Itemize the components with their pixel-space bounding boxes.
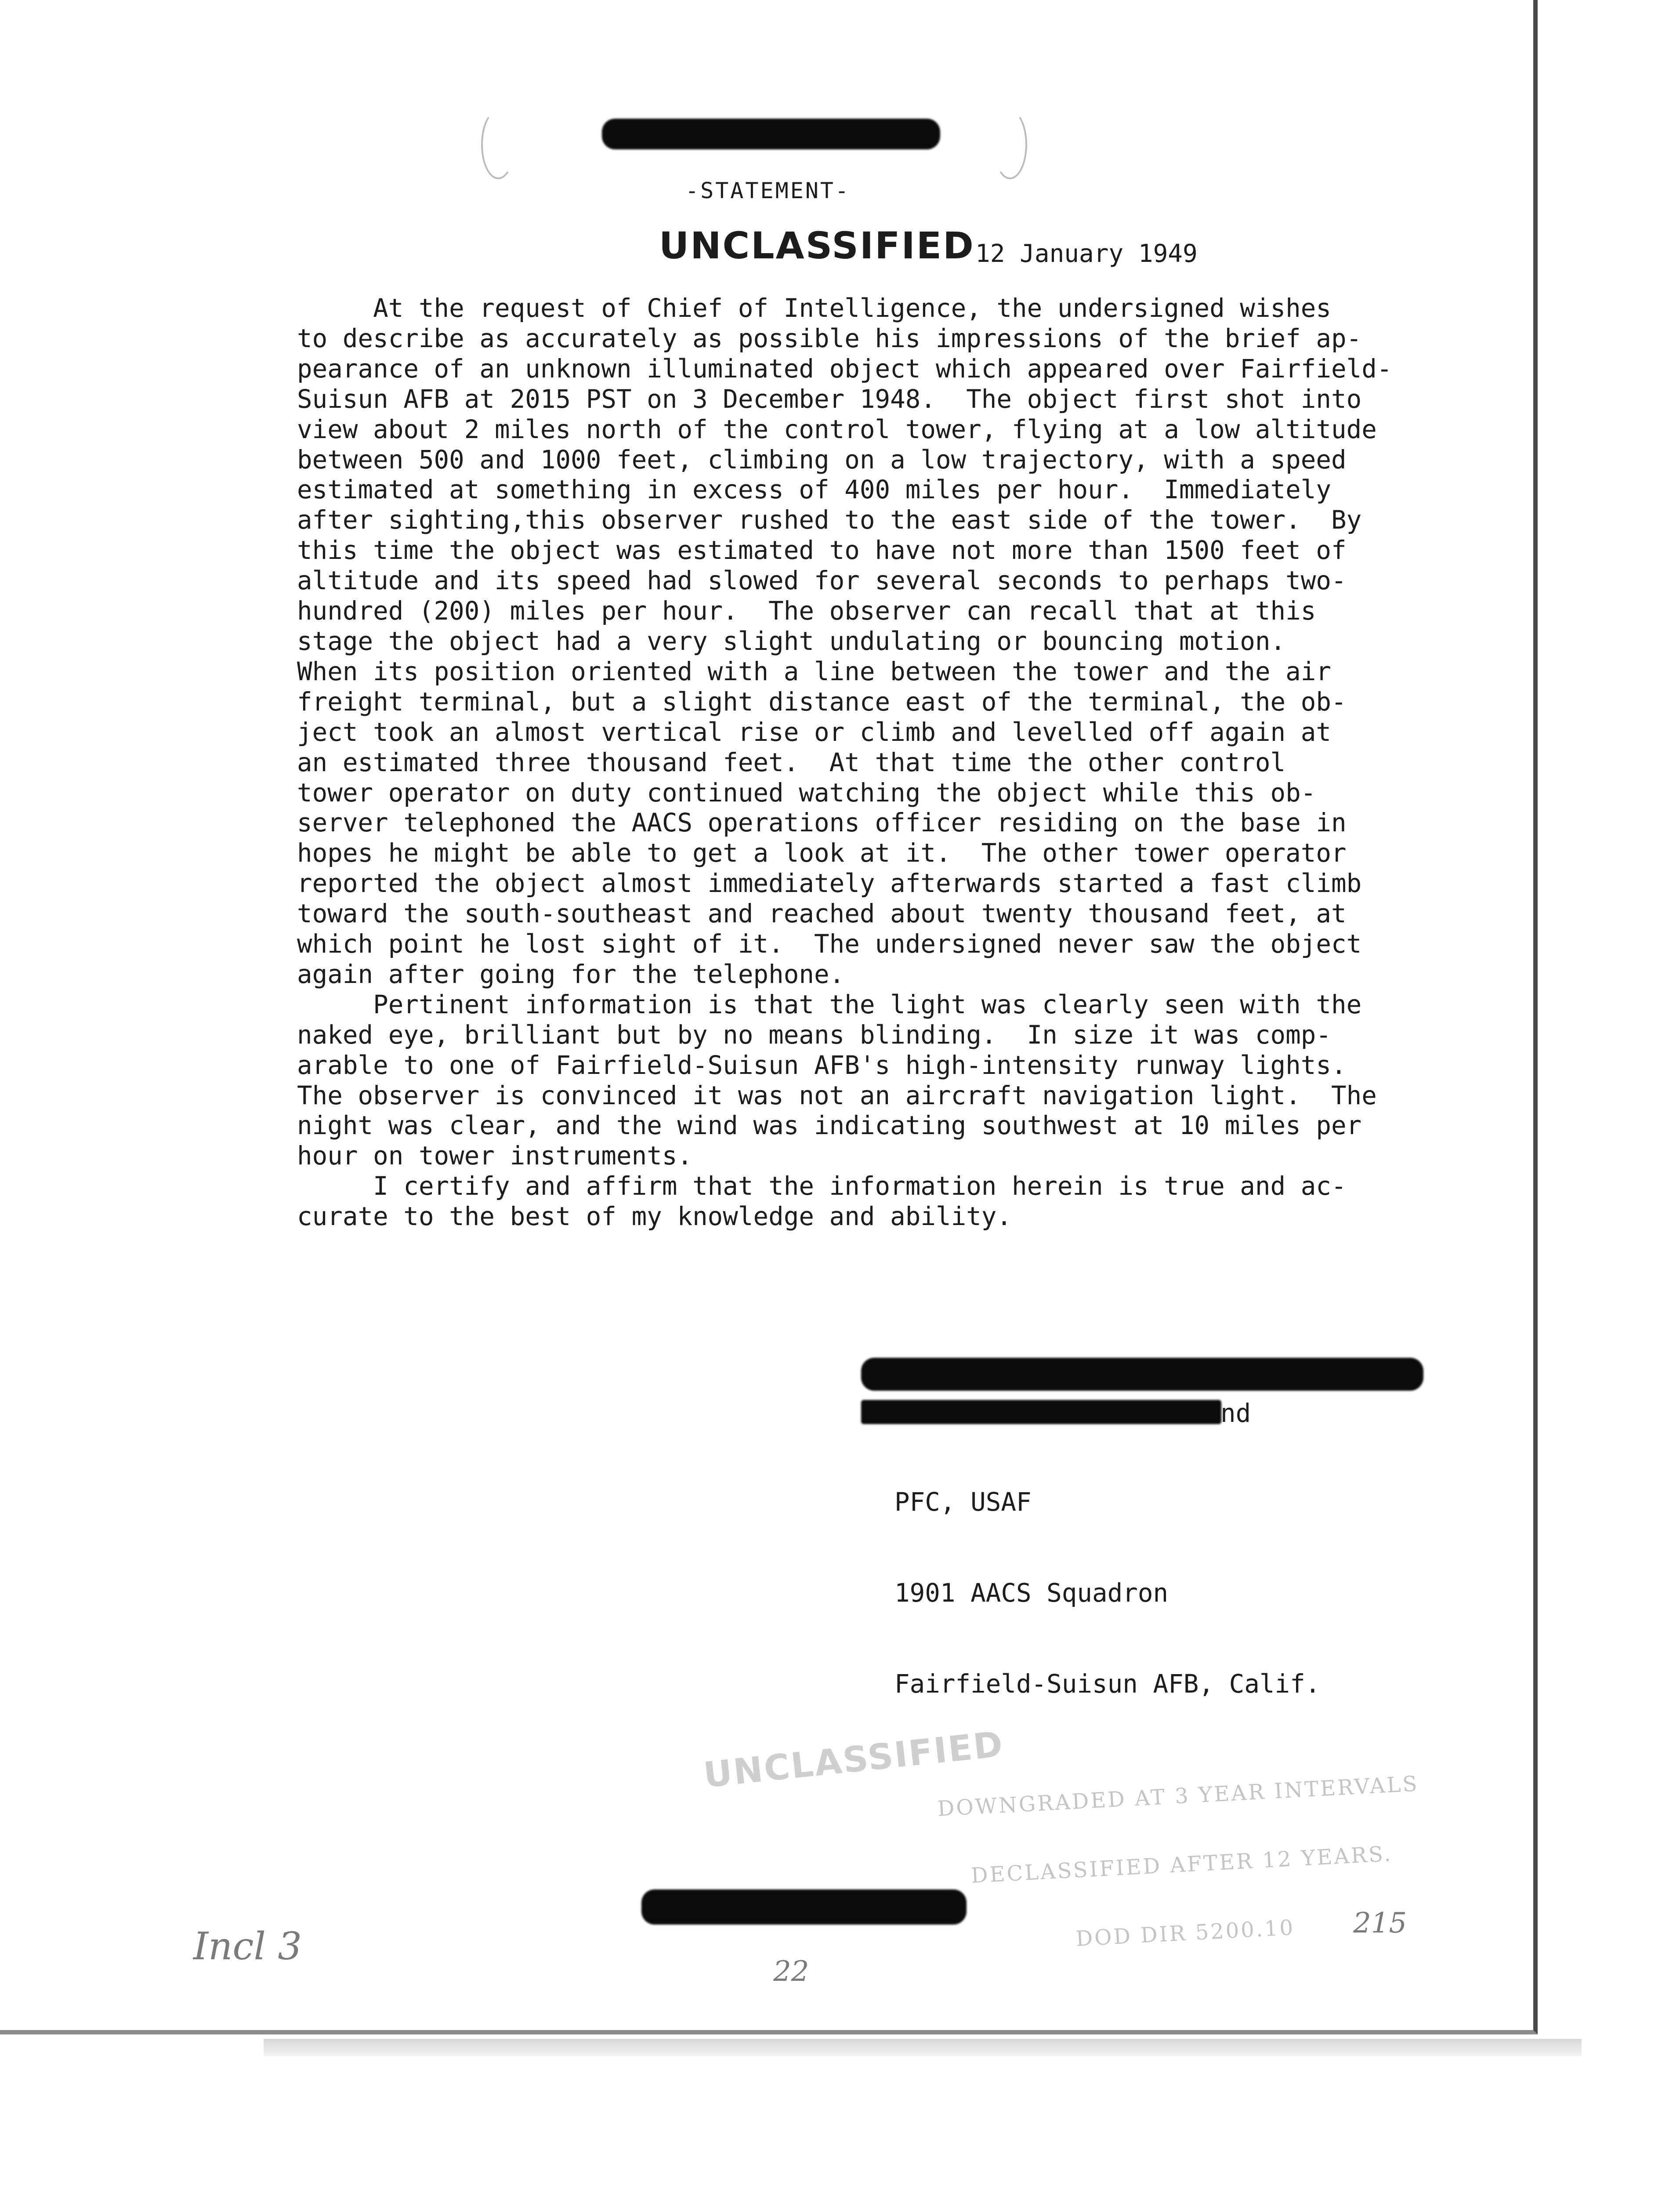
body-line: night was clear, and the wind was indicating southwest at 10 miles per: [297, 1111, 1362, 1141]
body-line: stage the object had a very slight undulating or bouncing motion.: [297, 626, 1286, 656]
body-line: ject took an almost vertical rise or climb and levelled off again at: [297, 717, 1332, 747]
body-line: which point he lost sight of it. The undersigned never saw the object: [297, 929, 1362, 959]
body-line: view about 2 miles north of the control tower, flying at a low altitude: [297, 414, 1377, 444]
redaction-bottom: [641, 1889, 967, 1925]
body-line: When its position oriented with a line between the tower and the air: [297, 656, 1332, 686]
body-line: The observer is convinced it was not an aircraft navigation light. The: [297, 1080, 1377, 1110]
body-line: freight terminal, but a slight distance east of the terminal, the ob-: [297, 687, 1347, 717]
body-line: hundred (200) miles per hour. The observer can recall that at this: [297, 596, 1316, 626]
body-line: pearance of an unknown illuminated object which appeared over Fairfield-: [297, 354, 1392, 384]
body-line: tower operator on duty continued watching the object while this ob-: [297, 778, 1316, 808]
downgrade-line: DECLASSIFIED AFTER 12 YEARS.: [970, 1841, 1393, 1889]
body-line: again after going for the telephone.: [297, 959, 845, 989]
body-line: between 500 and 1000 feet, climbing on a low trajectory, with a speed: [297, 445, 1347, 475]
downgrade-line: DOWNGRADED AT 3 YEAR INTERVALS: [937, 1771, 1419, 1821]
body-line: estimated at something in excess of 400 miles per hour. Immediately: [297, 475, 1332, 505]
redaction-top: [602, 119, 940, 149]
downgrade-line: DOD DIR 5200.10: [1075, 1915, 1296, 1951]
handwritten-inclosure: Incl 3: [193, 1925, 302, 1969]
body-line: At the request of Chief of Intelligence, the undersigned wishes: [297, 294, 1332, 323]
body-line: Pertinent information is that the light was clearly seen with the: [297, 990, 1362, 1019]
redaction-signature-1: [861, 1358, 1423, 1391]
downgrade-stamp: [934, 1727, 1427, 1980]
body-line: server telephoned the AACS operations officer residing on the base in: [297, 808, 1347, 838]
body-line: hour on tower instruments.: [297, 1141, 693, 1171]
signature-unit: 1901 AACS Squadron: [894, 1578, 1169, 1608]
body-line: after sighting,this observer rushed to the east side of the tower. By: [297, 505, 1362, 535]
classification-stamp: UNCLASSIFIED: [659, 224, 975, 267]
redaction-signature-2: [861, 1400, 1221, 1424]
body-line: reported the object almost immediately afterwards started a fast climb: [297, 869, 1362, 899]
body-line: hopes he might be able to get a look at it. The other tower operator: [297, 838, 1347, 868]
page-shadow: [264, 2039, 1582, 2056]
bottom-margin: [0, 2034, 1680, 2197]
handwritten-page-number: 22: [773, 1955, 809, 1988]
punch-hole-right: [993, 110, 1027, 179]
signature-name-suffix: nd: [1220, 1399, 1251, 1428]
signature-block: [894, 1426, 1320, 1729]
body-line: this time the object was estimated to have not more than 1500 feet of: [297, 536, 1347, 566]
handwritten-folio: 215: [1353, 1907, 1407, 1940]
punch-hole-left: [481, 110, 515, 179]
statement-body: [297, 294, 1413, 1232]
body-line: arable to one of Fairfield-Suisun AFB's high-intensity runway lights.: [297, 1050, 1347, 1080]
footer-classification-stamp: UNCLASSIFIED: [702, 1723, 1006, 1796]
body-line: to describe as accurately as possible his impressions of the brief ap-: [297, 323, 1362, 353]
body-line: I certify and affirm that the information herein is true and ac-: [297, 1171, 1347, 1201]
signature-rank: PFC, USAF: [894, 1487, 1032, 1517]
signature-base: Fairfield-Suisun AFB, Calif.: [894, 1669, 1321, 1699]
body-line: an estimated three thousand feet. At that time the other control: [297, 747, 1286, 777]
body-line: Suisun AFB at 2015 PST on 3 December 1948. The object first shot into: [297, 384, 1362, 414]
document-date: 12 January 1949: [975, 239, 1198, 268]
body-line: altitude and its speed had slowed for several seconds to perhaps two-: [297, 566, 1347, 596]
body-line: naked eye, brilliant but by no means blinding. In size it was comp-: [297, 1020, 1332, 1050]
body-line: curate to the best of my knowledge and ability.: [297, 1202, 1012, 1232]
document-title: -STATEMENT-: [685, 178, 851, 203]
body-line: toward the south-southeast and reached about twenty thousand feet, at: [297, 899, 1347, 929]
